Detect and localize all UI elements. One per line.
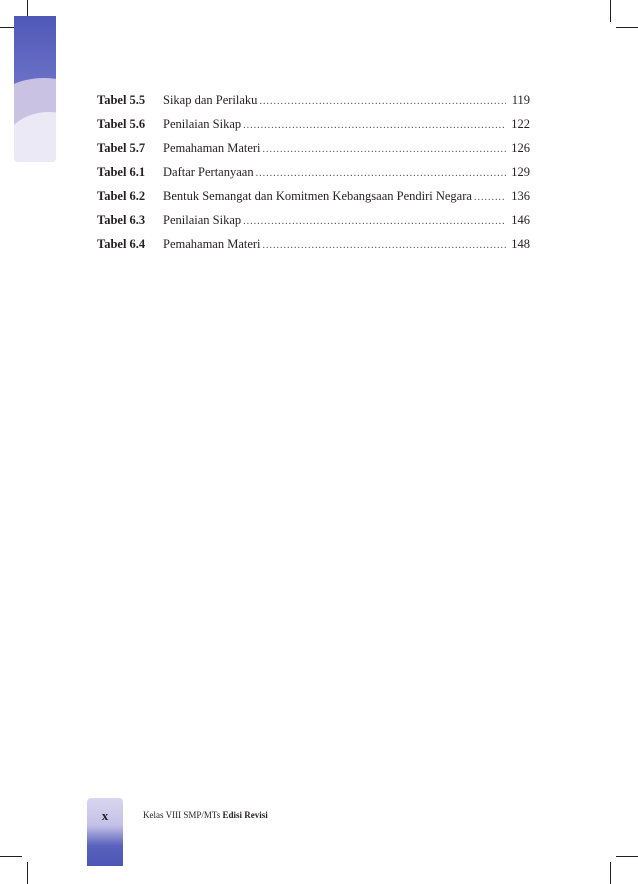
footer-book: Kelas VIII SMP/MTs	[143, 810, 221, 820]
table-list	[97, 93, 530, 261]
crop-mark	[616, 27, 638, 28]
page-number: 129	[511, 165, 530, 179]
table-label: Tabel 6.1	[97, 165, 146, 179]
page-number: 119	[511, 93, 530, 107]
toc-row[interactable]	[97, 93, 530, 117]
crop-mark	[610, 862, 611, 884]
table-label: Tabel 5.6	[97, 117, 146, 131]
dot-leader	[256, 168, 506, 179]
table-label: Tabel 5.5	[97, 93, 146, 107]
toc-row[interactable]	[97, 237, 530, 261]
toc-row[interactable]	[97, 213, 530, 237]
page-number: 146	[511, 213, 530, 227]
footer-book-title	[143, 810, 268, 820]
crop-mark	[27, 862, 28, 884]
page-number: 122	[511, 117, 530, 131]
toc-row[interactable]	[97, 165, 530, 189]
dot-leader	[243, 216, 506, 227]
table-label: Tabel 6.3	[97, 213, 146, 227]
decorative-wave	[14, 112, 56, 162]
dot-leader	[263, 240, 506, 251]
crop-mark	[0, 856, 22, 857]
page-number: 126	[511, 141, 530, 155]
crop-mark	[610, 0, 611, 22]
page-number: 148	[511, 237, 530, 251]
dot-leader	[243, 120, 506, 131]
toc-row[interactable]	[97, 117, 530, 141]
crop-mark	[616, 856, 638, 857]
decorative-corner-tab	[14, 16, 56, 162]
footer-edition: Edisi Revisi	[222, 810, 268, 820]
dot-leader	[263, 144, 506, 155]
dot-leader	[474, 192, 506, 203]
table-label: Tabel 6.4	[97, 237, 146, 251]
table-label: Tabel 5.7	[97, 141, 146, 155]
toc-row[interactable]	[97, 189, 530, 213]
dot-leader	[259, 96, 506, 107]
table-label: Tabel 6.2	[97, 189, 146, 203]
table-title: Bentuk Semangat dan Komitmen Kebangsaan Pendiri Negara	[163, 189, 472, 203]
table-title: Sikap dan Perilaku	[163, 93, 258, 107]
toc-row[interactable]	[97, 141, 530, 165]
table-title: Penilaian Sikap	[163, 213, 242, 227]
table-title: Daftar Pertanyaan	[163, 165, 254, 179]
page-number: 136	[511, 189, 530, 203]
table-title: Pemahaman Materi	[163, 237, 261, 251]
table-title: Penilaian Sikap	[163, 117, 242, 131]
footer-page-number: x	[101, 808, 109, 823]
table-title: Pemahaman Materi	[163, 141, 261, 155]
